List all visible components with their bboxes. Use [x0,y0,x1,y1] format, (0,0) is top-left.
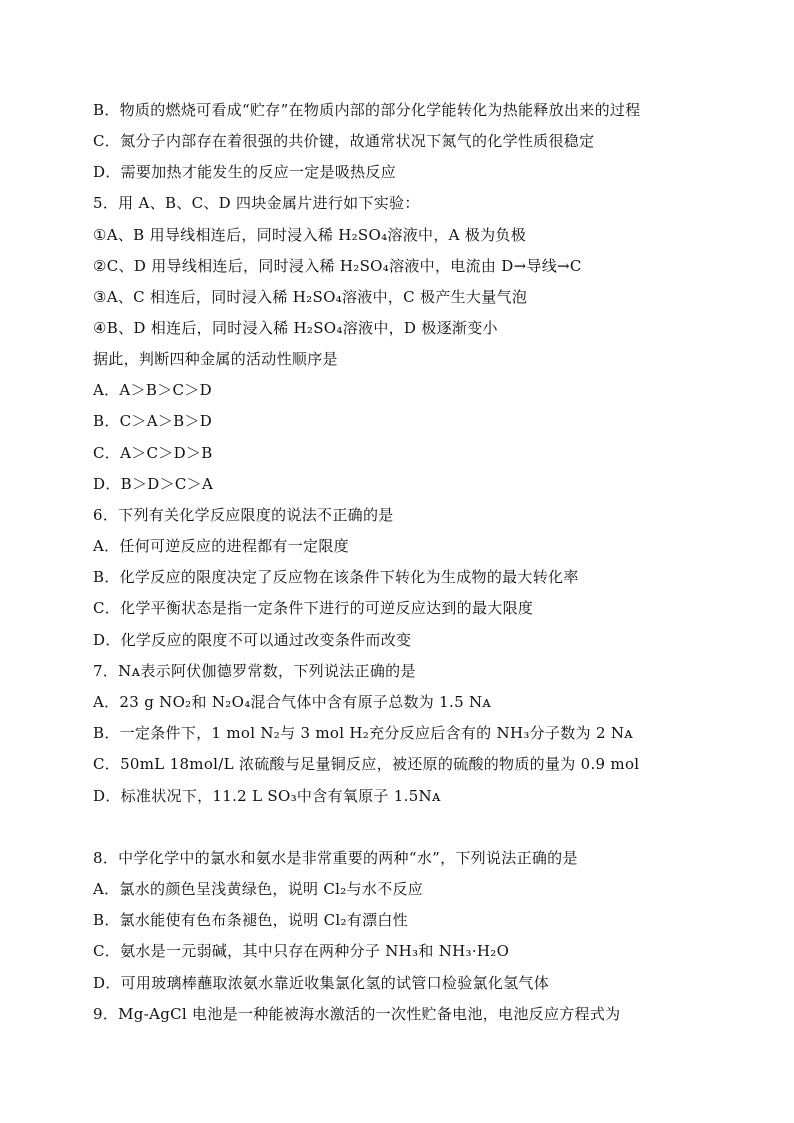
q7-option-a: A．23 g NO₂和 N₂O₄混合气体中含有原子总数为 1.5 Nᴀ [93,693,492,711]
q5-option-c: C．A＞C＞D＞B [93,444,213,462]
q7-option-c: C．50mL 18mol/L 浓硫酸与足量铜反应，被还原的硫酸的物质的量为 0.9 mol [93,755,640,773]
q6-option-d: D．化学反应的限度不可以通过改变条件而改变 [93,631,412,649]
q9-stem: 9．Mg-AgCl 电池是一种能被海水激活的一次性贮备电池，电池反应方程式为 [93,1005,621,1023]
q6-stem: 6．下列有关化学反应限度的说法不正确的是 [93,506,394,524]
q5-experiment-3: ③A、C 相连后，同时浸入稀 H₂SO₄溶液中，C 极产生大量气泡 [93,288,528,306]
q4-option-d: D．需要加热才能发生的反应一定是吸热反应 [93,163,397,181]
q8-stem: 8．中学化学中的氯水和氨水是非常重要的两种“水”，下列说法正确的是 [93,849,578,867]
q6-option-a: A．任何可逆反应的进程都有一定限度 [93,537,349,555]
q8-option-b: B．氯水能使有色布条褪色，说明 Cl₂有漂白性 [93,911,408,929]
q5-option-b: B．C＞A＞B＞D [93,412,213,430]
q5-stem: 5．用 A、B、C、D 四块金属片进行如下实验： [93,194,420,212]
q5-question: 据此，判断四种金属的活动性顺序是 [93,350,338,368]
q4-option-c: C．氮分子内部存在着很强的共价键，故通常状况下氮气的化学性质很稳定 [93,132,595,150]
q5-option-d: D．B＞D＞C＞A [93,475,214,493]
q7-option-b: B．一定条件下，1 mol N₂与 3 mol H₂充分反应后含有的 NH₃分子数为 2 Nᴀ [93,724,634,742]
q5-option-a: A．A＞B＞C＞D [93,381,212,399]
q5-experiment-1: ①A、B 用导线相连后，同时浸入稀 H₂SO₄溶液中，A 极为负极 [93,226,527,244]
q8-option-c: C．氨水是一元弱碱，其中只存在两种分子 NH₃和 NH₃·H₂O [93,942,510,960]
q6-option-b: B．化学反应的限度决定了反应物在该条件下转化为生成物的最大转化率 [93,568,579,586]
q6-option-c: C．化学平衡状态是指一定条件下进行的可逆反应达到的最大限度 [93,599,534,617]
q8-option-a: A．氯水的颜色呈浅黄绿色，说明 Cl₂与水不反应 [93,880,424,898]
q5-experiment-4: ④B、D 相连后，同时浸入稀 H₂SO₄溶液中，D 极逐渐变小 [93,319,498,337]
q7-stem: 7．Nᴀ表示阿伏伽德罗常数，下列说法正确的是 [93,662,416,680]
q4-option-b: B．物质的燃烧可看成“贮存”在物质内部的部分化学能转化为热能释放出来的过程 [93,101,641,119]
q5-experiment-2: ②C、D 用导线相连后，同时浸入稀 H₂SO₄溶液中，电流由 D→导线→C [93,257,582,275]
q8-option-d: D．可用玻璃棒蘸取浓氨水靠近收集氯化氢的试管口检验氯化氢气体 [93,974,550,992]
q7-option-d: D．标准状况下，11.2 L SO₃中含有氧原子 1.5Nᴀ [93,787,441,805]
